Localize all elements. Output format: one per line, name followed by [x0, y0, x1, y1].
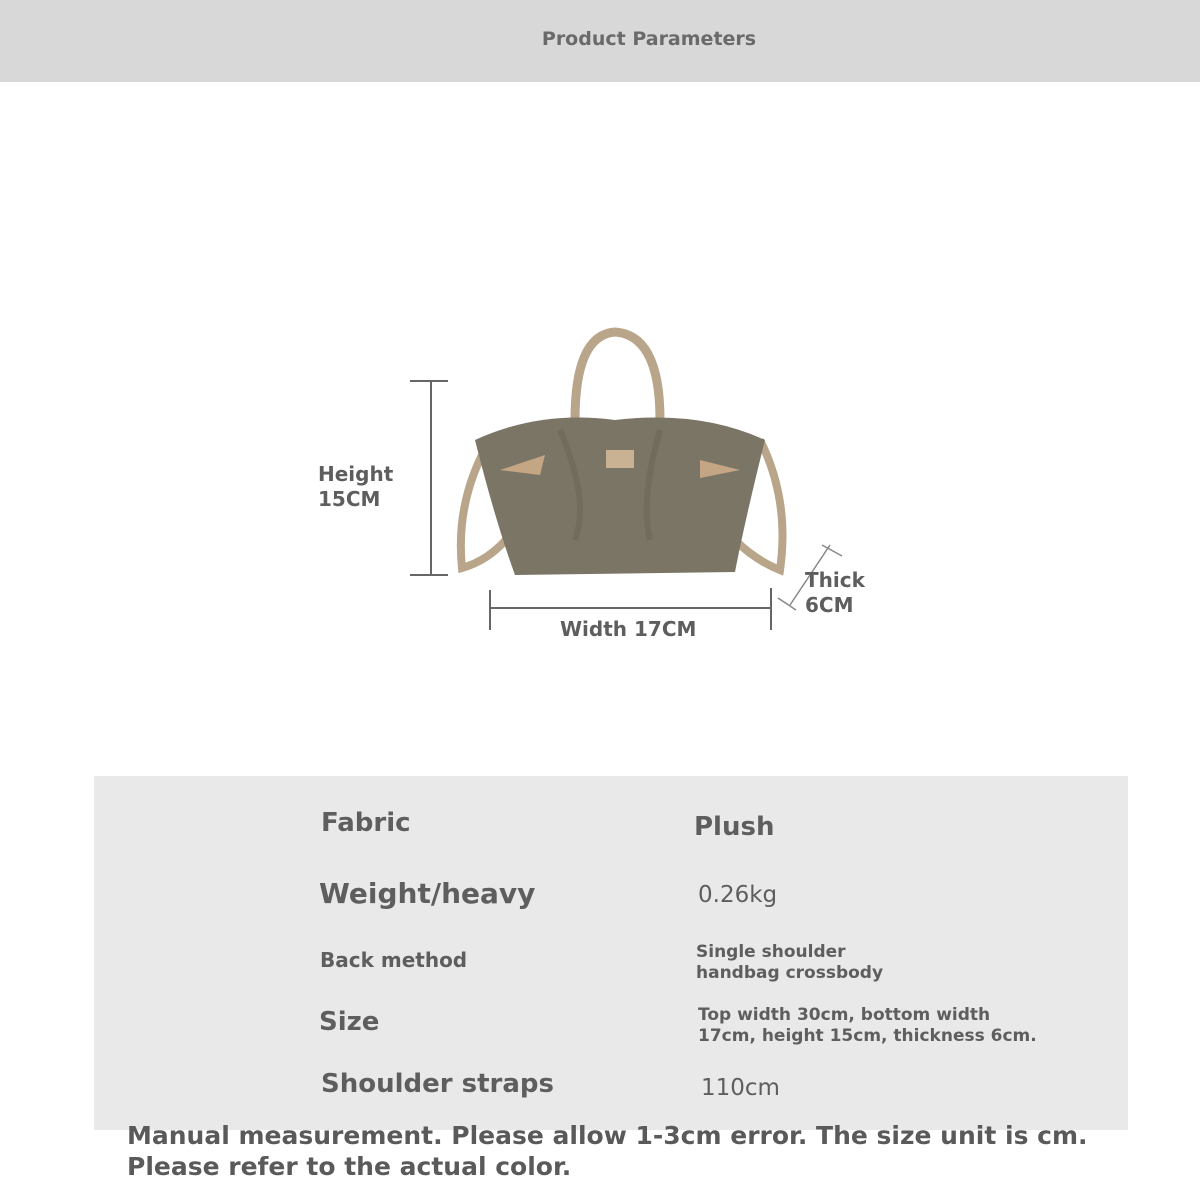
thick-value: 6CM	[805, 593, 854, 617]
header-title: Product Parameters	[541, 28, 757, 50]
param-label-size: Size	[319, 1007, 380, 1037]
size-line1: Top width 30cm, bottom width	[698, 1005, 991, 1025]
param-value-weight: 0.26kg	[698, 882, 778, 908]
note-line1: Manual measurement. Please allow 1-3cm error. The size unit is cm.	[127, 1121, 1088, 1150]
height-value: 15CM	[318, 487, 381, 511]
width-label: Width 17CM	[560, 617, 697, 641]
param-label-shoulder-straps: Shoulder straps	[321, 1069, 554, 1099]
handbag-illustration	[461, 332, 783, 575]
height-label-text: Height	[318, 462, 394, 486]
thick-label	[805, 568, 865, 618]
param-value-fabric: Plush	[694, 812, 775, 842]
note-line2: Please refer to the actual color.	[127, 1152, 572, 1181]
measurement-note	[127, 1120, 1088, 1182]
param-label-weight: Weight/heavy	[319, 877, 536, 910]
back-method-line2: handbag crossbody	[696, 963, 884, 983]
height-dimension-line	[410, 381, 448, 575]
param-label-fabric: Fabric	[321, 808, 411, 838]
param-value-size	[698, 1005, 1037, 1047]
size-line2: 17cm, height 15cm, thickness 6cm.	[698, 1026, 1037, 1046]
param-value-shoulder-straps: 110cm	[701, 1075, 780, 1101]
thick-label-text: Thick	[805, 568, 865, 592]
parameters-table	[94, 776, 1128, 1130]
height-label	[318, 462, 393, 512]
back-method-line1: Single shoulder	[696, 942, 846, 962]
param-value-back-method	[696, 942, 883, 984]
param-label-back-method: Back method	[320, 948, 468, 972]
